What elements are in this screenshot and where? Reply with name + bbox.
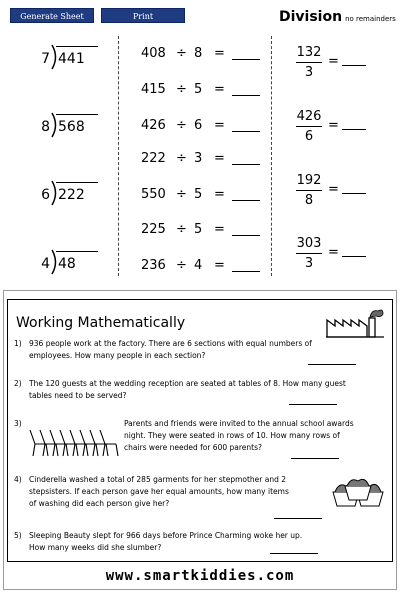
laundry-baskets-icon xyxy=(331,478,387,508)
answer-line[interactable] xyxy=(289,404,337,405)
answer-line[interactable] xyxy=(270,553,318,554)
answer-line[interactable] xyxy=(274,518,322,519)
column-divider xyxy=(271,36,272,276)
working-mathematically-section: Working Mathematically 1) 936 people work at the factory. There are 6 sections with equal numbers of employees. How many people in each section? 2) The 120 guests at the wedding reception are seated at tables of 8. How many guest tables need to be served? 3) Parents and friends were invited to the annual school awards night. They were seated in rows of 10. How many rows of chairs were needed for 600 parents? 4) Cinderella washed a total of 285 garments for her stepmother and 2 stepsisters. If each person gave her equal amounts, how many items of washing did each person give her? 5) Sleeping Beauty slept for 966 days before Prince Charming woke her up. How many weeks did she slumber? xyxy=(7,299,393,562)
section-title: Working Mathematically xyxy=(16,315,186,331)
chairs-icon xyxy=(26,426,122,460)
page-title: Division no remainders xyxy=(279,9,396,25)
generate-sheet-button[interactable]: Generate Sheet xyxy=(10,8,94,23)
print-button[interactable]: Print xyxy=(101,8,185,23)
site-url[interactable]: www.smartkiddies.com xyxy=(105,568,295,584)
column-divider xyxy=(118,36,119,276)
answer-line[interactable] xyxy=(291,458,339,459)
factory-icon xyxy=(326,306,384,338)
page-subtitle: no remainders xyxy=(345,15,396,23)
answer-line[interactable] xyxy=(308,364,356,365)
